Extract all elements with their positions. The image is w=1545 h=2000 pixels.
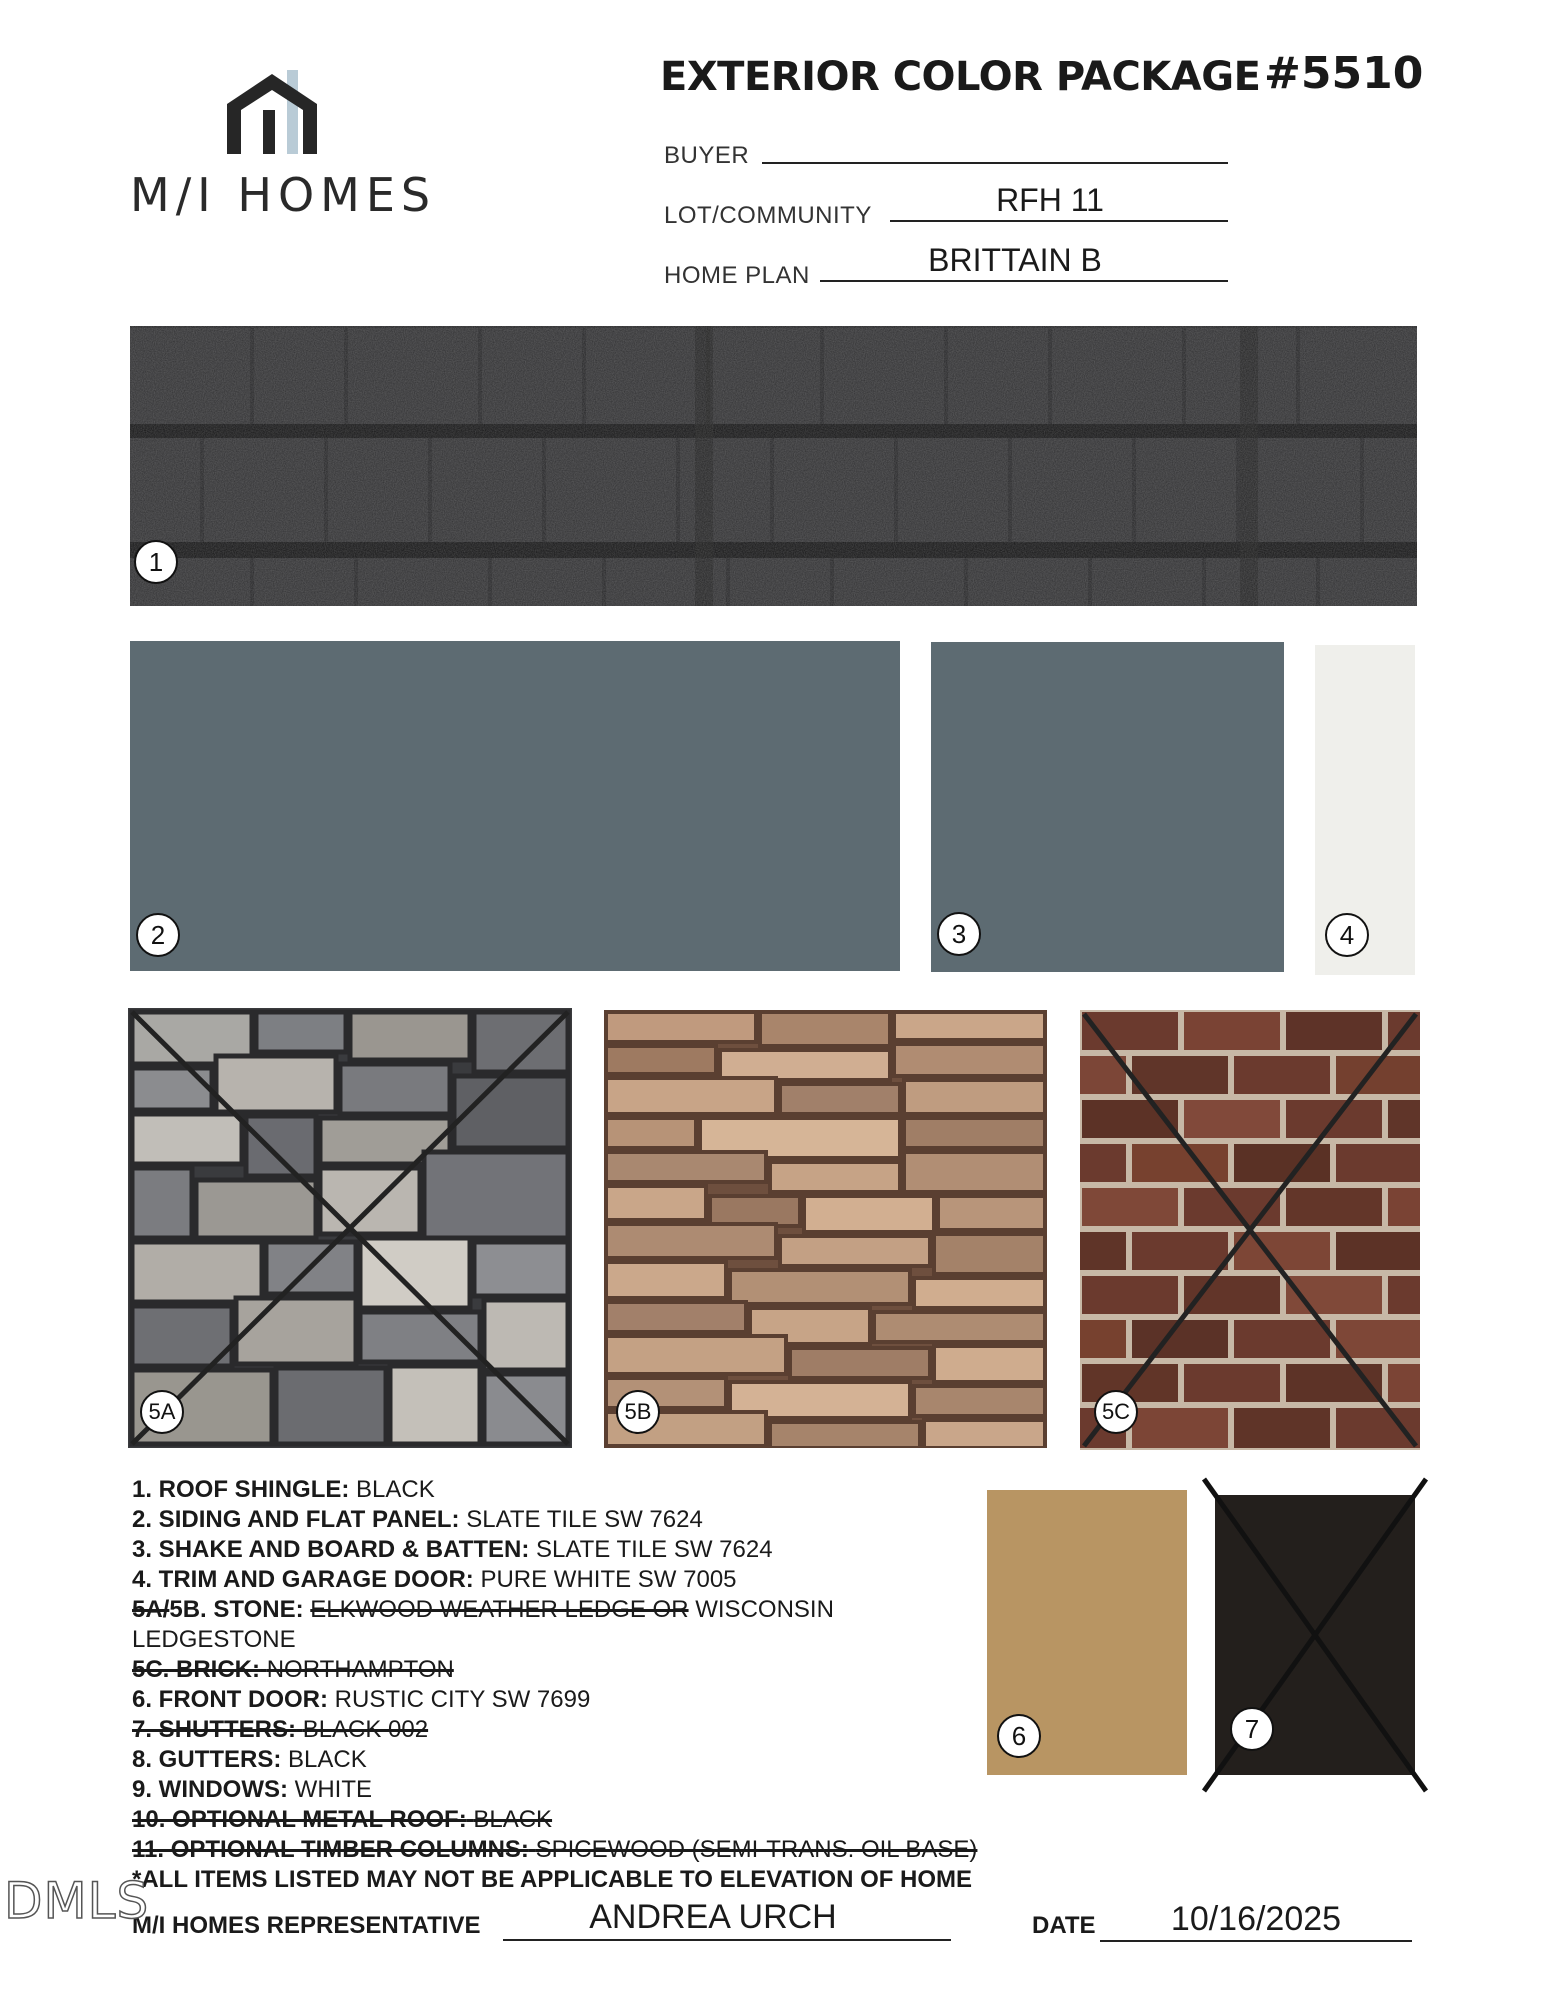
brand-name: M/I HOMES [130, 168, 437, 222]
home-plan-value: BRITTAIN B [928, 242, 1102, 278]
shake-color-swatch [931, 642, 1284, 972]
stone-5a-swatch [128, 1008, 572, 1448]
representative-line [503, 1939, 951, 1941]
item-trim: 4. TRIM AND GARAGE DOOR: PURE WHITE SW 7005 [132, 1566, 737, 1593]
badge-5b: 5B [616, 1390, 660, 1434]
lot-community-line [890, 220, 1228, 222]
representative-name: ANDREA URCH [589, 1898, 837, 1936]
badge-3: 3 [937, 912, 981, 956]
item-siding: 2. SIDING AND FLAT PANEL: SLATE TILE SW 7624 [132, 1506, 703, 1533]
item-brick: 5C. BRICK: NORTHAMPTON [132, 1656, 454, 1683]
item-stone-line2: LEDGESTONE [132, 1626, 296, 1653]
buyer-line [762, 162, 1228, 164]
home-plan-label: HOME PLAN [664, 262, 810, 289]
house-logo-icon [225, 70, 335, 154]
roof-shingle-swatch [130, 326, 1417, 606]
date-label: DATE [1032, 1912, 1096, 1939]
item-gutters: 8. GUTTERS: BLACK [132, 1746, 367, 1773]
item-timber-columns: 11. OPTIONAL TIMBER COLUMNS: SPICEWOOD (SEMI-TRANS. OIL BASE) [132, 1836, 978, 1863]
badge-2: 2 [136, 913, 180, 957]
badge-1: 1 [134, 540, 178, 584]
mls-watermark: DMLS [4, 1872, 150, 1930]
buyer-label: BUYER [664, 142, 750, 169]
item-roof-shingle: 1. ROOF SHINGLE: BLACK [132, 1476, 435, 1503]
badge-6: 6 [997, 1714, 1041, 1758]
representative-label: M/I HOMES REPRESENTATIVE [132, 1912, 481, 1939]
date-line [1100, 1940, 1412, 1942]
item-metal-roof: 10. OPTIONAL METAL ROOF: BLACK [132, 1806, 553, 1833]
front-door-swatch [987, 1490, 1187, 1775]
trim-color-swatch [1315, 645, 1415, 975]
brick-5c-swatch [1080, 1010, 1420, 1450]
item-stone: 5A/5B. STONE: ELKWOOD WEATHER LEDGE OR WISCONSIN [132, 1596, 834, 1623]
item-shake: 3. SHAKE AND BOARD & BATTEN: SLATE TILE SW 7624 [132, 1536, 773, 1563]
home-plan-line [820, 280, 1228, 282]
page-title: EXTERIOR COLOR PACKAGE [660, 54, 1261, 100]
package-number: #5510 [1264, 48, 1424, 99]
item-shutters: 7. SHUTTERS: BLACK 002 [132, 1716, 429, 1743]
badge-5c: 5C [1094, 1390, 1138, 1434]
badge-4: 4 [1325, 913, 1369, 957]
stone-5b-swatch [604, 1010, 1047, 1448]
date-value: 10/16/2025 [1170, 1900, 1342, 1938]
shutters-swatch [1200, 1475, 1430, 1795]
badge-5a: 5A [140, 1390, 184, 1434]
lot-community-value: RFH 11 [996, 182, 1104, 218]
item-windows: 9. WINDOWS: WHITE [132, 1776, 372, 1803]
applicability-note: *ALL ITEMS LISTED MAY NOT BE APPLICABLE TO ELEVATION OF HOME [132, 1866, 973, 1893]
siding-color-swatch [130, 641, 900, 971]
badge-7: 7 [1230, 1707, 1274, 1751]
lot-community-label: LOT/COMMUNITY [664, 202, 872, 229]
item-front-door: 6. FRONT DOOR: RUSTIC CITY SW 7699 [132, 1686, 591, 1713]
